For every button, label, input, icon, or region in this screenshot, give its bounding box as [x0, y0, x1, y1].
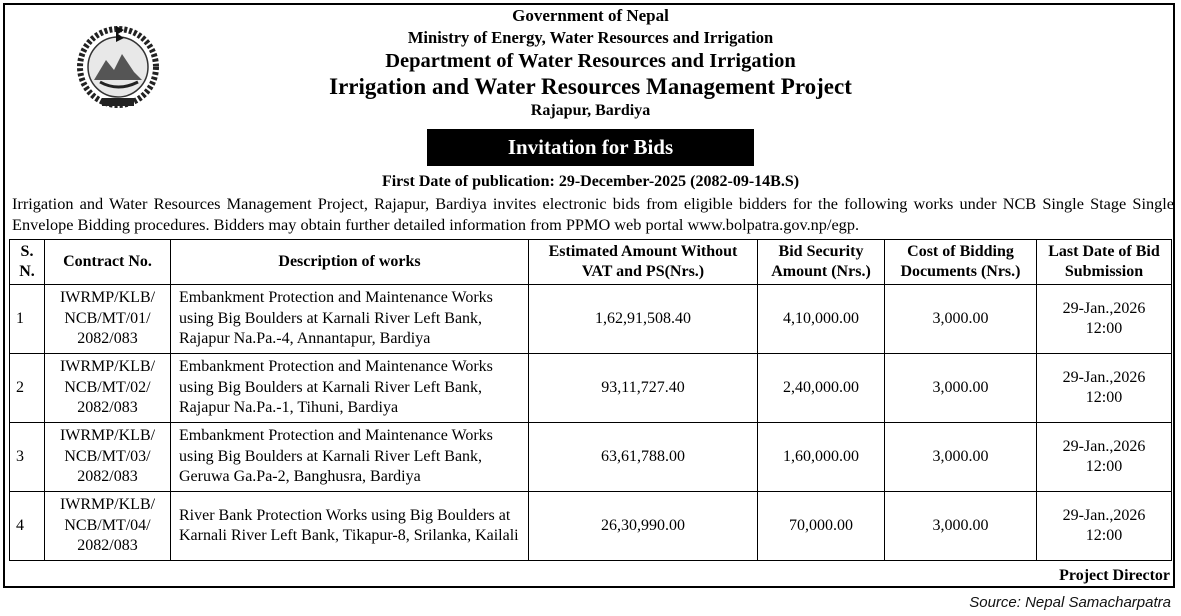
cell-description: Embankment Protection and Maintenance Works using Big Boulders at Karnali River Left Bank, Rajapur Na.Pa.-1, Tihuni, Bardiya	[171, 354, 529, 423]
cell-security: 1,60,000.00	[758, 423, 885, 492]
table-row	[10, 492, 1172, 561]
bids-table	[9, 239, 1172, 561]
table-header-row	[10, 240, 1172, 285]
cell-contract: IWRMP/KLB/ NCB/MT/01/ 2082/083	[45, 285, 171, 354]
header-sn: S. N.	[10, 240, 45, 285]
cell-contract: IWRMP/KLB/ NCB/MT/02/ 2082/083	[45, 354, 171, 423]
cell-sn: 2	[10, 354, 45, 423]
cell-cost: 3,000.00	[885, 354, 1037, 423]
header-last-date: Last Date of Bid Submission	[1037, 240, 1172, 285]
deadline-time: 12:00	[1085, 527, 1123, 544]
cell-security: 2,40,000.00	[758, 354, 885, 423]
cell-estimate: 63,61,788.00	[529, 423, 758, 492]
invitation-banner: Invitation for Bids	[427, 129, 754, 166]
cell-contract: IWRMP/KLB/ NCB/MT/04/ 2082/083	[45, 492, 171, 561]
project-heading: Irrigation and Water Resources Management Project	[329, 74, 852, 99]
cell-estimate: 1,62,91,508.40	[529, 285, 758, 354]
deadline-date: 29-Jan.,2026	[1062, 506, 1146, 524]
header-bid-security: Bid Security Amount (Nrs.)	[758, 240, 885, 285]
deadline-date: 29-Jan.,2026	[1062, 368, 1146, 386]
cell-cost: 3,000.00	[885, 285, 1037, 354]
cell-estimate: 93,11,727.40	[529, 354, 758, 423]
header-estimated-amount: Estimated Amount Without VAT and PS(Nrs.)	[529, 240, 758, 285]
header-contract-no: Contract No.	[45, 240, 171, 285]
department-heading: Department of Water Resources and Irrigation	[385, 50, 796, 72]
cell-security: 70,000.00	[758, 492, 885, 561]
table-row	[10, 354, 1172, 423]
cell-cost: 3,000.00	[885, 423, 1037, 492]
cell-deadline	[1037, 423, 1172, 492]
government-heading: Government of Nepal	[512, 6, 669, 25]
cell-deadline	[1037, 492, 1172, 561]
header-description: Description of works	[171, 240, 529, 285]
table-row	[10, 423, 1172, 492]
deadline-time: 12:00	[1085, 458, 1123, 475]
cell-cost: 3,000.00	[885, 492, 1037, 561]
cell-description: Embankment Protection and Maintenance Works using Big Boulders at Karnali River Left Bank, Geruwa Ga.Pa-2, Banghusra, Bardiya	[171, 423, 529, 492]
location-heading: Rajapur, Bardiya	[530, 102, 651, 119]
ministry-heading: Ministry of Energy, Water Resources and Irrigation	[407, 28, 774, 47]
source-credit: Source: Nepal Samacharpatra	[969, 594, 1171, 611]
deadline-time: 12:00	[1085, 389, 1123, 406]
publication-date: First Date of publication: 29-December-2025 (2082-09-14B.S)	[381, 173, 800, 190]
deadline-date: 29-Jan.,2026	[1062, 299, 1146, 317]
cell-description: Embankment Protection and Maintenance Works using Big Boulders at Karnali River Left Bank, Rajapur Na.Pa.-4, Annantapur, Bardiya	[171, 285, 529, 354]
intro-paragraph: Irrigation and Water Resources Management Project, Rajapur, Bardiya invites electronic bids from eligible bidders for the following works under NCB Single Stage Single Envelope Bidding procedures. Bidders may obtain further detailed information from PPMO web portal www.bolpatra.gov.np/egp.	[12, 194, 1174, 234]
cell-description: River Bank Protection Works using Big Boulders at Karnali River Left Bank, Tikapur-8, Srilanka, Kailali	[171, 492, 529, 561]
cell-contract: IWRMP/KLB/ NCB/MT/03/ 2082/083	[45, 423, 171, 492]
signature-title: Project Director	[1059, 567, 1170, 584]
deadline-time: 12:00	[1085, 320, 1123, 337]
cell-sn: 4	[10, 492, 45, 561]
cell-security: 4,10,000.00	[758, 285, 885, 354]
table-row	[10, 285, 1172, 354]
cell-deadline	[1037, 354, 1172, 423]
cell-deadline	[1037, 285, 1172, 354]
deadline-date: 29-Jan.,2026	[1062, 437, 1146, 455]
header-cost-documents: Cost of Bidding Documents (Nrs.)	[885, 240, 1037, 285]
cell-estimate: 26,30,990.00	[529, 492, 758, 561]
cell-sn: 3	[10, 423, 45, 492]
cell-sn: 1	[10, 285, 45, 354]
